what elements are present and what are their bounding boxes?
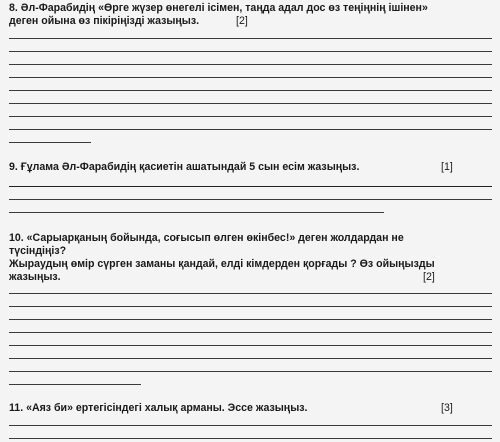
question-8-line-2-text: деген ойына өз пікіріңізді жазыңыз. — [9, 15, 200, 27]
answer-line-10-2 — [9, 306, 492, 307]
answer-line-10-7 — [9, 371, 492, 372]
answer-line-10-4 — [9, 332, 492, 333]
question-11 — [9, 402, 491, 415]
answer-line-9-1 — [9, 186, 492, 187]
question-8-line-1: 8. Әл-Фарабидің «Өрге жүзер өнегелі ісімен, таңда адал дос өз теңіңнің ішінен» — [9, 2, 428, 14]
answer-line-8-5 — [9, 90, 492, 91]
answer-line-11-2 — [9, 438, 492, 439]
question-10-line-2: түсіндіңіз? — [9, 245, 67, 257]
question-8-mark: [2] — [236, 15, 248, 27]
question-8 — [9, 2, 491, 28]
answer-line-8-7 — [9, 116, 492, 117]
question-10 — [9, 232, 491, 284]
answer-line-8-8 — [9, 129, 492, 130]
answer-line-10-3 — [9, 319, 492, 320]
answer-line-8-9 — [9, 142, 91, 143]
answer-line-8-6 — [9, 103, 492, 104]
answer-line-11-1 — [9, 425, 492, 426]
question-10-mark: [2] — [423, 271, 435, 283]
question-10-line-4: жазыңыз. — [9, 271, 61, 283]
question-8-line-2 — [9, 15, 491, 28]
question-10-line-3: Жыраудың өмір сүрген заманы қандай, елді кімдерден қорғады ? Өз ойыңызды — [9, 258, 435, 270]
question-11-mark: [3] — [441, 402, 453, 414]
answer-line-10-1 — [9, 293, 492, 294]
answer-line-8-3 — [9, 64, 492, 65]
answer-line-10-8 — [9, 384, 141, 385]
answer-line-10-6 — [9, 358, 492, 359]
question-11-line-1: 11. «Аяз би» ертегісіндегі халық арманы. Эссе жазыңыз. — [9, 402, 308, 414]
question-9 — [9, 161, 491, 174]
answer-line-8-2 — [9, 51, 492, 52]
answer-line-9-3 — [9, 212, 384, 213]
answer-line-8-4 — [9, 77, 492, 78]
question-9-mark: [1] — [441, 161, 453, 173]
answer-line-8-1 — [9, 38, 492, 39]
answer-line-10-5 — [9, 345, 492, 346]
question-9-line-1: 9. Ғұлама Әл-Фарабидің қасиетін ашатындай 5 сын есім жазыңыз. — [9, 161, 360, 173]
answer-line-9-2 — [9, 199, 492, 200]
question-10-line-1: 10. «Сарыарқаның бойында, соғысып өлген өкінбес!» деген жолдардан не — [9, 232, 404, 244]
